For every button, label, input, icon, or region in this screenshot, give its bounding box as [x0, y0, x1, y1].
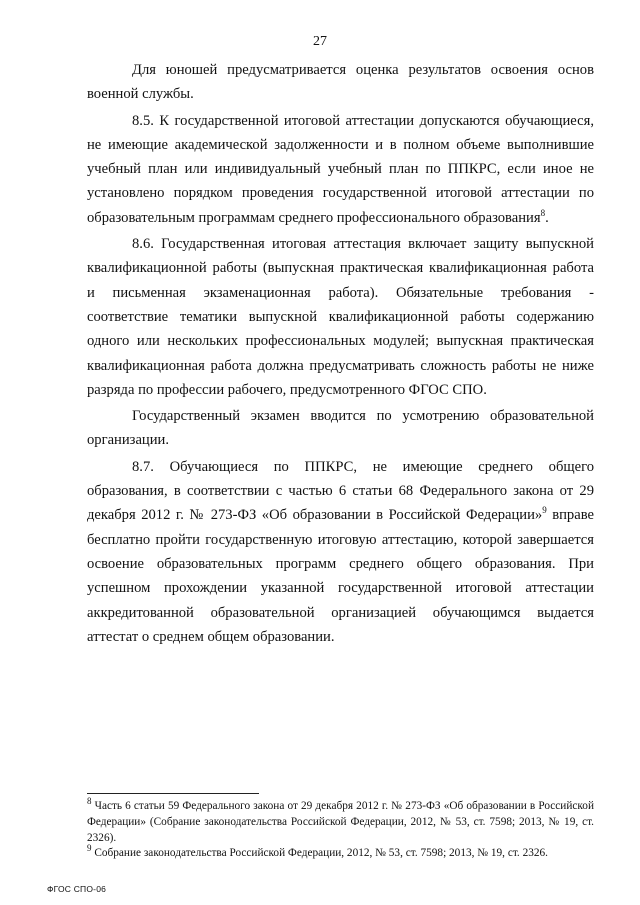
- paragraph-8-5-text: 8.5. К государственной итоговой аттестации допускаются обучающиеся, не имеющие академической задолженности и в полном объеме выполнившие учебный план или индивидуальный учебный план по ППКРС, если иное не установлено порядком проведения государственной итоговой аттестации по образовательным программам среднего профессионального образования: [87, 112, 594, 226]
- footnote-9-mark: 9: [87, 843, 92, 854]
- paragraph-8-7-text-b: вправе бесплатно пройти государственную итоговую аттестацию, которой завершается освоение образовательных программ среднего общего образования. При успешном прохождении указанной государственной итоговой аттестации аккредитованной образовательной организацией обучающимся выдается аттестат о среднем общем образовании.: [87, 507, 594, 645]
- footer-code: ФГОС СПО-06: [47, 884, 107, 894]
- paragraph-8-6: 8.6. Государственная итоговая аттестация включает защиту выпускной квалификационной работы (выпускная практическая квалификационная работа и письменная экзаменационная работа). Обязательные требования - соответствие тематики выпускной квалификационной работы содержанию одного или нескольких профессиональных модулей; выпускная практическая квалификационная работа должна предусматривать сложность работы не ниже разряда по профессии рабочего, предусмотренного ФГОС СПО.: [87, 236, 594, 398]
- footnote-ref-9[interactable]: 9: [542, 505, 547, 516]
- paragraph-military-service: Для юношей предусматривается оценка результатов освоения основ военной службы.: [87, 62, 594, 103]
- footnote-9-text: Собрание законодательства Российской Федерации, 2012, № 53, ст. 7598; 2013, № 19, ст. 2326.: [91, 847, 548, 860]
- paragraph-8-7-text-a: 8.7. Обучающиеся по ППКРС, не имеющие среднего общего образования, в соответствии с частью 6 статьи 68 Федерального закона от 29 декабря 2012 г. № 273-ФЗ «Об образовании в Российской Федерации»: [87, 458, 594, 524]
- footnote-8: [87, 796, 594, 846]
- footnote-8-text: Часть 6 статьи 59 Федерального закона от 29 декабря 2012 г. № 273-ФЗ «Об образовании в Российской Федерации» (Собрание законодательства Российской Федерации, 2012, № 53, ст. 7598; 2013, № 19, ст. 2326).: [87, 800, 594, 844]
- footnote-8-mark: 8: [87, 796, 92, 807]
- page-number: 27: [313, 34, 327, 49]
- footnote-ref-8[interactable]: 8: [540, 207, 546, 218]
- paragraph-state-exam: Государственный экзамен вводится по усмотрению образовательной организации.: [87, 408, 594, 449]
- paragraph-8-5: [87, 109, 594, 230]
- footnotes: [87, 796, 594, 862]
- footnote-9: [87, 843, 594, 862]
- main-text: [87, 58, 594, 649]
- paragraph-8-7: [87, 455, 594, 649]
- paragraph-8-5-end: .: [545, 209, 549, 226]
- footnote-separator: [87, 793, 259, 794]
